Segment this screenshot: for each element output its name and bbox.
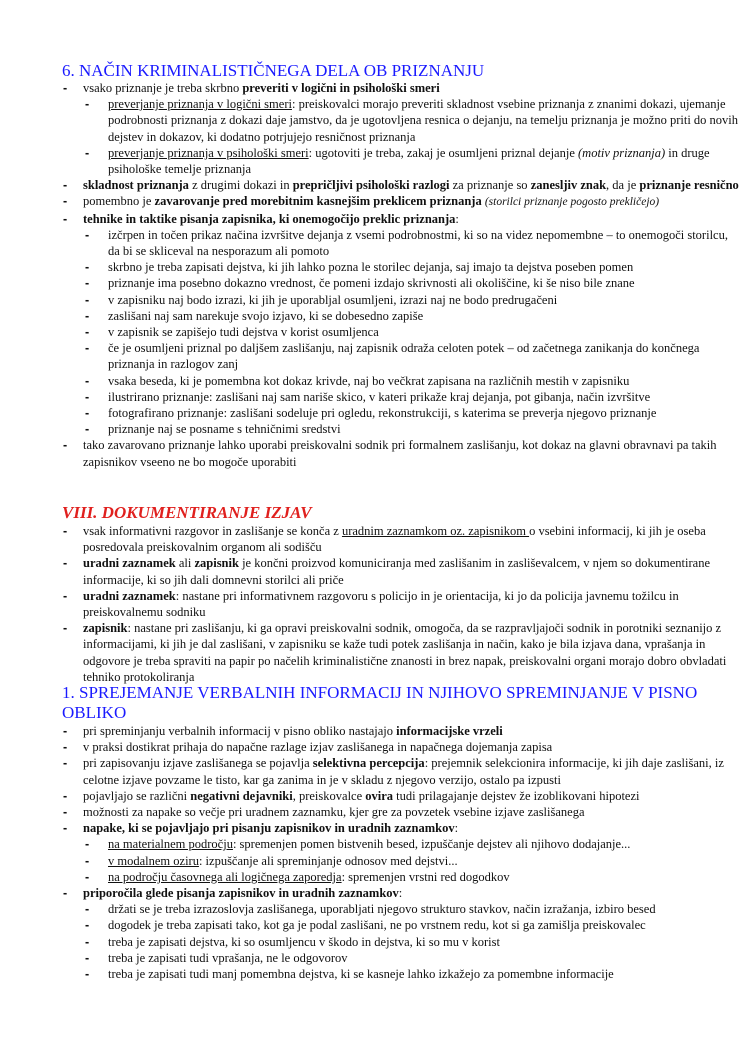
sub-list-item: - v zapisniku naj bodo izrazi, ki jih je uporabljal osumljeni, izrazi naj ne bodo predrugačeni: [62, 292, 742, 308]
list-item: - v praksi dostikrat prihaja do napačne razlage izjav zaslišanega in napačnega dojemanja zapisa: [62, 739, 742, 755]
list-item: - pojavljajo se različni negativni dejavniki, preiskovalce ovira tudi prilagajanje dejstev že izoblikovani hipotezi: [62, 788, 742, 804]
section-6-list: [62, 80, 742, 470]
section-8-list: [62, 523, 742, 685]
sub-list-item: - treba je zapisati tudi vprašanja, ne le odgovorov: [62, 950, 742, 966]
sub-list-item: - izčrpen in točen prikaz načina izvršitve dejanja z vsemi podrobnostmi, ki so na videz nepomembne – to onemogoči storilcu, da bi se skliceval na nesporazum ali pomoto: [62, 227, 742, 259]
list-item: - napake, ki se pojavljajo pri pisanju zapisnikov in uradnih zaznamkov:: [62, 820, 742, 836]
list-item: - pomembno je zavarovanje pred morebitnim kasnejšim preklicem priznanja (storilci priznanje pogosto prekličejo): [62, 193, 742, 210]
sub-list-item: - skrbno je treba zapisati dejstva, ki jih lahko pozna le storilec dejanja, saj imajo ta dejstva poseben pomen: [62, 259, 742, 275]
list-item: - priporočila glede pisanja zapisnikov in uradnih zaznamkov:: [62, 885, 742, 901]
sub-list-item: - v zapisnik se zapišejo tudi dejstva v korist osumljenca: [62, 324, 742, 340]
sub-list-item: - če je osumljeni priznal po daljšem zaslišanju, naj zapisnik odraža celoten potek – od začetnega zanikanja do končnega priznanja in razlogov zanj: [62, 340, 742, 372]
sub-list-item: - priznanje naj se posname s tehničnimi sredstvi: [62, 421, 742, 437]
sub-list-item: - treba je zapisati dejstva, ki so osumljencu v škodo in dejstva, ki so mu v korist: [62, 934, 742, 950]
list-item: - uradni zaznamek: nastane pri informativnem razgovoru s policijo in je orientacija, ki jo da policija javnemu tožilcu in preiskovalnemu sodniku: [62, 588, 742, 620]
sub-list-item: - vsaka beseda, ki je pomembna kot dokaz krivde, naj bo večkrat zapisana na različnih mestih v zapisniku: [62, 373, 742, 389]
list-item: - pri spreminjanju verbalnih informacij v pisno obliko nastajajo informacijske vrzeli: [62, 723, 742, 739]
sub-list-item: - zaslišani naj sam narekuje svojo izjavo, ki se dobesedno zapiše: [62, 308, 742, 324]
list-item: - možnosti za napake so večje pri uradnem zaznamku, kjer gre za povzetek vsebine izjave zaslišanega: [62, 804, 742, 820]
section-title-6: 6. NAČIN KRIMINALISTIČNEGA DELA OB PRIZNANJU: [62, 61, 485, 80]
section-1-list: [62, 723, 742, 982]
list-item: - vsak informativni razgovor in zaslišanje se konča z uradnim zaznamkom oz. zapisnikom o vsebini informacij, ki jih je oseba posredovala preiskovalnim organom ali sodišču: [62, 523, 742, 555]
list-item: - vsako priznanje je treba skrbno preveriti v logični in psihološki smeri: [62, 80, 742, 96]
section-title-1: 1. SPREJEMANJE VERBALNIH INFORMACIJ IN NJIHOVO SPREMINJANJE V PISNO OBLIKO: [62, 683, 698, 722]
sub-list-item: - preverjanje priznanja v logični smeri: preiskovalci morajo preveriti skladnost vsebine priznanja z znanimi dokazi, ujemanje podrobnosti priznanja z dokazi daje jamstvo, da je ugotovljena resnica o dejanju, na temelju priznanja je možno priti do novih dejstev in dokazov, ki dodatno potrjujejo resničnost priznanja: [62, 96, 742, 145]
list-item: - uradni zaznamek ali zapisnik je končni proizvod komuniciranja med zaslišanim in zasliševalcem, v njem so dokumentirane informacije, ki so jih dali domnevni storilci ali priče: [62, 555, 742, 587]
section-title-8: VIII. DOKUMENTIRANJE IZJAV: [62, 503, 312, 522]
sub-list-item: - na področju časovnega ali logičnega zaporedja: spremenjen vrstni red dogodkov: [62, 869, 742, 885]
sub-list-item: - v modalnem oziru: izpuščanje ali spreminjanje odnosov med dejstvi...: [62, 853, 742, 869]
sub-list-item: - držati se je treba izrazoslovja zaslišanega, uporabljati njegovo strukturo stavkov, način izražanja, izbiro besed: [62, 901, 742, 917]
sub-list-item: - fotografirano priznanje: zaslišani sodeluje pri ogledu, rekonstrukciji, s katerima se preverja njegovo priznanje: [62, 405, 742, 421]
list-item: - pri zapisovanju izjave zaslišanega se pojavlja selektivna percepcija: prejemnik selekcionira informacije, ki jih daje zaslišani, iz celotne izjave povzame le tisto, kar ga zanima in je v skladu z njegovo verzijo, ostalo pa izpusti: [62, 755, 742, 787]
sub-list-item: - treba je zapisati tudi manj pomembna dejstva, ki se kasneje lahko izkažejo za pomembne informacije: [62, 966, 742, 982]
sub-list-item: - ilustrirano priznanje: zaslišani naj sam nariše skico, v kateri prikaže kraj dejanja, pot gibanja, način izvršitve: [62, 389, 742, 405]
list-item: - skladnost priznanja z drugimi dokazi in prepričljivi psihološki razlogi za priznanje so zanesljiv znak, da je priznanje resnično: [62, 177, 742, 193]
list-item: - tehnike in taktike pisanja zapisnika, ki onemogočijo preklic priznanja:: [62, 211, 742, 227]
sub-list-item: - na materialnem področju: spremenjen pomen bistvenih besed, izpuščanje dejstev ali njihovo dodajanje...: [62, 836, 742, 852]
sub-list-item: - priznanje ima posebno dokazno vrednost, če pomeni izdajo skrivnosti ali okoliščine, ki še niso bile znane: [62, 275, 742, 291]
sub-list-item: - preverjanje priznanja v psihološki smeri: ugotoviti je treba, zakaj je osumljeni priznal dejanje (motiv priznanja) in druge psihološke temelje priznanja: [62, 145, 742, 177]
list-item: - tako zavarovano priznanje lahko uporabi preiskovalni sodnik pri formalnem zaslišanju, kot dokaz na glavni obravnavi pa takih zapisnikov vseeno ne bo mogoče uporabiti: [62, 437, 742, 469]
list-item: - zapisnik: nastane pri zaslišanju, ki ga opravi preiskovalni sodnik, omogoča, da se razpravljajoči sodnik in porotniki seznanijo z informacijami, ki jih je dal zaslišani, v zapisniku se kaže tudi potek zaslišanja in način, kako je bila izjava dana, vprašanja in odgovore je treba spraviti na papir po načelih kriminalistične znanosti in brez napak, preiskovalni organi morajo dobro obvladati tehniko protokoliranja: [62, 620, 742, 685]
sub-list-item: - dogodek je treba zapisati tako, kot ga je podal zaslišani, ne po vrstnem redu, kot si ga zamišlja preiskovalec: [62, 917, 742, 933]
